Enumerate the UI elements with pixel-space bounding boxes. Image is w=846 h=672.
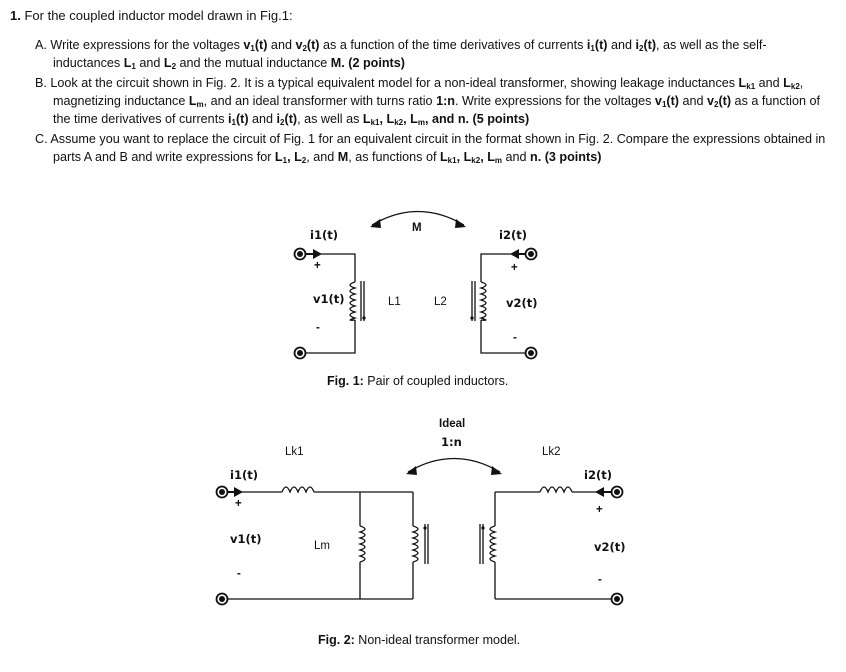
fig1-plus-right: + — [511, 262, 518, 274]
fig2-caption: Fig. 2: Non-ideal transformer model. — [318, 633, 521, 647]
fig1-plus-left: + — [314, 260, 321, 272]
fig2-arc-arrow-left — [406, 466, 417, 475]
part-b-line2: magnetizing inductance $L_m$, and an ideal transformer with turns ratio 1:n. Write expressions for the voltages $v_1(t)$ and $v_2(t)$ as a function of — [53, 94, 820, 109]
fig2-label-i1: i1(t) — [230, 468, 258, 482]
part-a-letter: A. — [35, 38, 47, 52]
part-a-line1: A. Write expressions for the voltages $v_1(t)$ and $v_2(t)$ as a function of the time derivatives of currents $i_1(t)$ and $i_2(t)$, as well as the self- — [35, 38, 767, 53]
fig2-label-v1: v1(t) — [230, 532, 262, 546]
fig1-label-l1: L1 — [388, 296, 401, 308]
fig2-plus-left: + — [235, 498, 242, 510]
fig2-plus-right: + — [596, 504, 603, 516]
part-b-letter: B. — [35, 76, 47, 90]
fig2-inductor-lm — [360, 526, 365, 562]
part-a-line2: inductances $L_1$ and $L_2$ and the mutual inductance M. (2 points) — [53, 56, 405, 71]
part-c-line2: parts A and B and write expressions for $L_1$, $L_2$, and M, as functions of $L_{k1}$, $L_{k2}$, $L_m$ and n. (3 points) — [53, 150, 602, 165]
part-b-line3: the time derivatives of currents $i_1(t)$ and $i_2(t)$, as well as $L_{k1}$, $L_{k2}$, $L_m$, and n. (5 points) — [53, 112, 530, 127]
fig1-label-i2: i2(t) — [499, 228, 527, 242]
part-c-letter: C. — [35, 132, 48, 146]
fig2-i1-arrowhead — [234, 487, 243, 497]
fig2-inductor-lk2 — [540, 487, 572, 492]
fig2-label-ratio: 1:n — [441, 435, 462, 449]
fig1-label-i1: i1(t) — [310, 228, 338, 242]
fig2-inductor-lk1 — [282, 487, 314, 492]
fig2-coupling-arc — [408, 459, 500, 473]
fig1-label-v2: v2(t) — [506, 296, 538, 310]
fig1-label-v1: v1(t) — [313, 292, 345, 306]
fig2-terminals — [217, 487, 623, 605]
fig2-label-i2: i2(t) — [584, 468, 612, 482]
fig2-arc-arrow-right — [491, 466, 502, 475]
part-b-line1: B. Look at the circuit shown in Fig. 2. It is a typical equivalent model for a non-ideal transformer, showing leakage inductances $L_{k1}$ and $L_{k2}$, — [35, 76, 804, 91]
fig1-minus-right: - — [513, 332, 517, 344]
fig2-i2-arrowhead — [595, 487, 604, 497]
fig2-minus-left: - — [237, 568, 241, 580]
fig1-label-l2: L2 — [434, 296, 447, 308]
fig2-label-lk2: Lk2 — [542, 446, 561, 458]
fig2-inductor-primary — [413, 526, 418, 562]
fig2-label-v2: v2(t) — [594, 540, 626, 554]
fig1-minus-left: - — [316, 322, 320, 334]
problem-intro: 1. For the coupled inductor model drawn in Fig.1: — [10, 8, 293, 23]
fig2-minus-right: - — [598, 574, 602, 586]
fig2-inductor-secondary — [490, 526, 495, 562]
fig2-label-lm: Lm — [314, 540, 330, 552]
problem-number: 1. — [10, 8, 21, 23]
fig2-label-ideal: Ideal — [439, 418, 466, 430]
fig1-caption: Fig. 1: Pair of coupled inductors. — [327, 374, 509, 388]
part-c-line1: C. Assume you want to replace the circuit of Fig. 1 for an equivalent circuit in the format shown in Fig. 2. Compare the expressions obtained in — [35, 132, 826, 146]
fig2-label-lk1: Lk1 — [285, 446, 304, 458]
fig1-label-m: M — [412, 222, 422, 234]
